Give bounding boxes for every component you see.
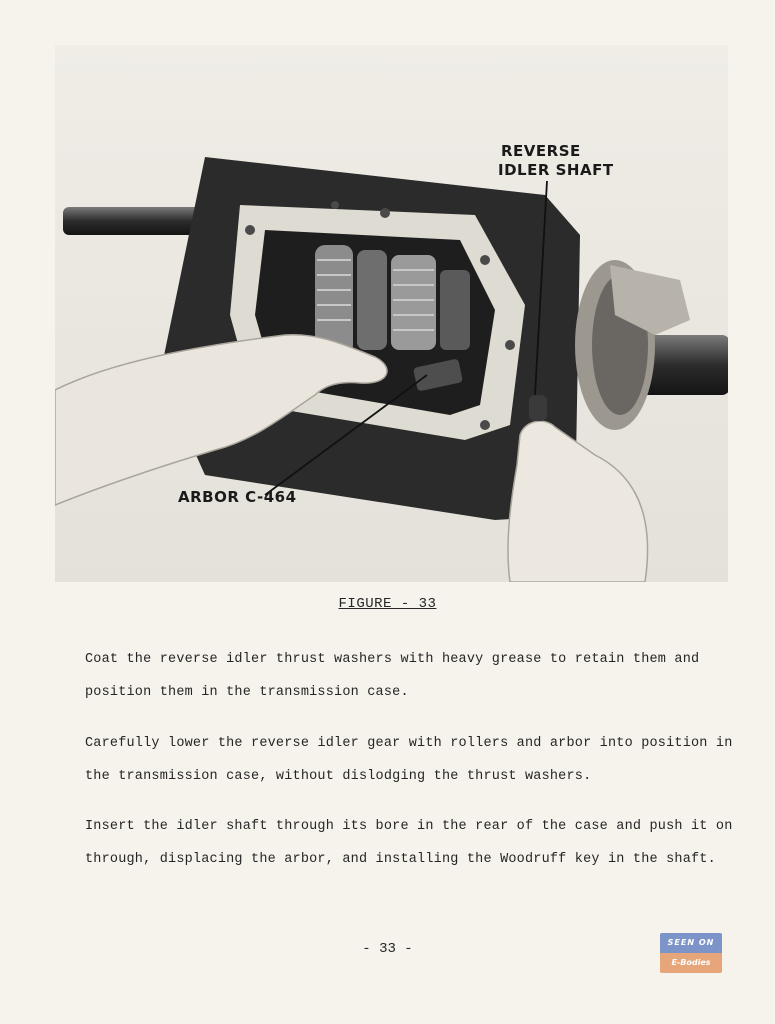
idler-shaft: [529, 395, 547, 421]
transmission-illustration: [55, 45, 728, 582]
paragraph-1: Coat the reverse idler thrust washers with heavy grease to retain them and position them in the transmission case.: [85, 652, 700, 700]
paragraph-2: Carefully lower the reverse idler gear with rollers and arbor into position in the transmission case, without dislodging the thrust washers.: [85, 736, 733, 784]
input-shaft: [63, 207, 203, 235]
label-arbor: ARBOR C-464: [178, 488, 297, 506]
label-reverse: REVERSE: [501, 142, 581, 160]
watermark-line-1: SEEN ON: [660, 933, 722, 953]
figure-caption: [0, 596, 775, 612]
watermark-line-2: E-Bodies: [660, 953, 722, 973]
paragraph-3: Insert the idler shaft through its bore in the rear of the case and push it on through, displacing the arbor, and installing the Woodruff key in the shaft.: [85, 819, 733, 867]
label-idler-shaft: IDLER SHAFT: [498, 161, 614, 179]
figure-photo: [55, 45, 728, 582]
watermark-stamp: [660, 933, 722, 973]
page-number: - 33 -: [362, 941, 413, 957]
figure-caption-text: FIGURE - 33: [338, 596, 437, 612]
